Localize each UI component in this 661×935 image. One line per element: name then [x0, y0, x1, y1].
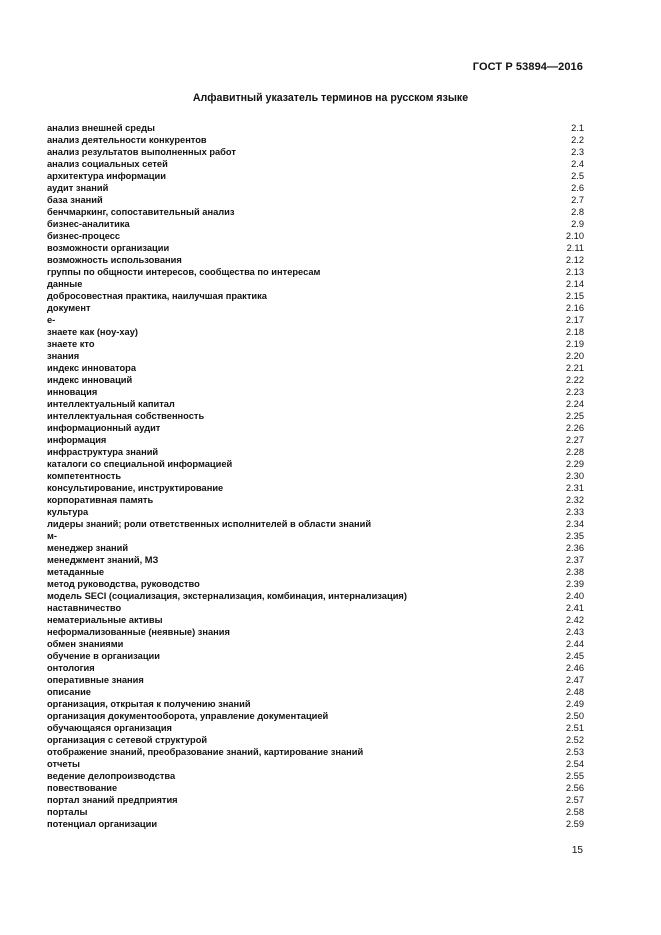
index-term-number: 2.32 — [565, 495, 584, 505]
index-term-number: 2.56 — [565, 783, 584, 793]
index-entry — [47, 398, 584, 410]
index-term: е- — [47, 315, 56, 325]
index-entry — [47, 818, 584, 830]
index-term: архитектура информации — [47, 171, 166, 181]
index-term-number: 2.2 — [571, 135, 584, 145]
index-term: менеджер знаний — [47, 543, 129, 553]
index-term: база знаний — [47, 195, 103, 205]
index-term: добросовестная практика, наилучшая практика — [47, 291, 267, 301]
index-entry — [47, 422, 584, 434]
index-term: бенчмаркинг, сопоставительный анализ — [47, 207, 235, 217]
index-term-number: 2.1 — [571, 123, 584, 133]
index-term: неформализованные (неявные) знания — [47, 627, 230, 637]
index-term-number: 2.8 — [571, 207, 584, 217]
index-term-number: 2.48 — [565, 687, 584, 697]
index-term-number: 2.6 — [571, 183, 584, 193]
index-entry — [47, 182, 584, 194]
index-term-number: 2.28 — [565, 447, 584, 457]
index-entry — [47, 158, 584, 170]
index-term-number: 2.12 — [565, 255, 584, 265]
index-term-number: 2.51 — [565, 723, 584, 733]
index-entry — [47, 734, 584, 746]
index-entry — [47, 254, 584, 266]
index-entry — [47, 350, 584, 362]
index-term: обучение в организации — [47, 651, 160, 661]
index-entry — [47, 518, 584, 530]
index-term: модель SECI (социализация, экстернализация, комбинация, интернализация) — [47, 591, 407, 601]
index-entry — [47, 302, 584, 314]
index-term: возможности организации — [47, 243, 170, 253]
index-term: корпоративная память — [47, 495, 154, 505]
index-term: менеджмент знаний, МЗ — [47, 555, 159, 565]
index-term-number: 2.21 — [565, 363, 584, 373]
index-entry — [47, 614, 584, 626]
index-entry — [47, 338, 584, 350]
index-entry — [47, 722, 584, 734]
index-term: организация с сетевой структурой — [47, 735, 208, 745]
index-entry — [47, 218, 584, 230]
index-term-number: 2.7 — [571, 195, 584, 205]
index-entry — [47, 134, 584, 146]
index-term: обмен знаниями — [47, 639, 124, 649]
index-term-number: 2.22 — [565, 375, 584, 385]
index-term-number: 2.33 — [565, 507, 584, 517]
index-term-number: 2.24 — [565, 399, 584, 409]
index-term-number: 2.34 — [565, 519, 584, 529]
index-term-number: 2.31 — [565, 483, 584, 493]
index-entry — [47, 290, 584, 302]
index-term-number: 2.11 — [566, 243, 584, 253]
index-entry — [47, 230, 584, 242]
index-term-number: 2.23 — [565, 387, 584, 397]
index-term: бизнес-аналитика — [47, 219, 130, 229]
index-entry — [47, 530, 584, 542]
index-term: организация документооборота, управление документацией — [47, 711, 329, 721]
index-term-number: 2.43 — [565, 627, 584, 637]
index-term: информация — [47, 435, 107, 445]
index-term: обучающаяся организация — [47, 723, 172, 733]
index-entry — [47, 266, 584, 278]
index-title: Алфавитный указатель терминов на русском языке — [192, 92, 469, 104]
index-term: интеллектуальный капитал — [47, 399, 175, 409]
index-term: онтология — [47, 663, 95, 673]
index-entry — [47, 602, 584, 614]
index-entry — [47, 782, 584, 794]
index-entry — [47, 194, 584, 206]
index-term: информационный аудит — [47, 423, 161, 433]
index-term: наставничество — [47, 603, 122, 613]
index-term: описание — [47, 687, 91, 697]
page-number: 15 — [571, 845, 583, 856]
index-entry — [47, 674, 584, 686]
index-term: метаданные — [47, 567, 105, 577]
index-entry — [47, 590, 584, 602]
index-term: знаете как (ноу-хау) — [47, 327, 138, 337]
index-term: группы по общности интересов, сообщества по интересам — [47, 267, 321, 277]
index-entry — [47, 242, 584, 254]
index-entry — [47, 386, 584, 398]
index-entry — [47, 410, 584, 422]
index-term: индекс инноватора — [47, 363, 137, 373]
index-entry — [47, 278, 584, 290]
index-term: данные — [47, 279, 83, 289]
index-entry — [47, 698, 584, 710]
index-term: каталоги со специальной информацией — [47, 459, 233, 469]
index-term-number: 2.44 — [565, 639, 584, 649]
index-entry — [47, 578, 584, 590]
index-term: организация, открытая к получению знаний — [47, 699, 251, 709]
index-entry — [47, 446, 584, 458]
index-term-number: 2.46 — [565, 663, 584, 673]
index-term-number: 2.58 — [565, 807, 584, 817]
index-term-number: 2.26 — [565, 423, 584, 433]
index-term: инновация — [47, 387, 98, 397]
index-term-number: 2.41 — [565, 603, 584, 613]
index-term: культура — [47, 507, 89, 517]
index-term: потенциал организации — [47, 819, 158, 829]
index-term: ведение делопроизводства — [47, 771, 176, 781]
index-term-number: 2.29 — [565, 459, 584, 469]
index-term: компетентность — [47, 471, 122, 481]
index-term: нематериальные активы — [47, 615, 163, 625]
index-entry — [47, 638, 584, 650]
index-entry — [47, 662, 584, 674]
index-entry — [47, 374, 584, 386]
index-term: порталы — [47, 807, 88, 817]
index-entry — [47, 542, 584, 554]
index-term: индекс инноваций — [47, 375, 133, 385]
index-term-number: 2.13 — [565, 267, 584, 277]
index-term: анализ деятельности конкурентов — [47, 135, 207, 145]
index-term-number: 2.40 — [565, 591, 584, 601]
index-entry — [47, 758, 584, 770]
index-term: знания — [47, 351, 80, 361]
index-term: аудит знаний — [47, 183, 109, 193]
index-term-number: 2.50 — [565, 711, 584, 721]
index-entry — [47, 554, 584, 566]
index-entry — [47, 458, 584, 470]
index-entry — [47, 626, 584, 638]
index-term-number: 2.57 — [565, 795, 584, 805]
index-term-number: 2.10 — [565, 231, 584, 241]
index-term-number: 2.55 — [565, 771, 584, 781]
term-index-list — [47, 122, 584, 830]
index-term-number: 2.14 — [565, 279, 584, 289]
index-entry — [47, 434, 584, 446]
index-term: анализ социальных сетей — [47, 159, 168, 169]
index-term-number: 2.18 — [565, 327, 584, 337]
index-term-number: 2.9 — [571, 219, 584, 229]
index-term: интеллектуальная собственность — [47, 411, 205, 421]
index-entry — [47, 314, 584, 326]
index-term-number: 2.19 — [565, 339, 584, 349]
index-entry — [47, 494, 584, 506]
index-term: портал знаний предприятия — [47, 795, 178, 805]
index-term-number: 2.53 — [565, 747, 584, 757]
index-term-number: 2.42 — [565, 615, 584, 625]
index-entry — [47, 686, 584, 698]
index-entry — [47, 122, 584, 134]
index-term: анализ результатов выполненных работ — [47, 147, 236, 157]
index-entry — [47, 746, 584, 758]
index-term: отображение знаний, преобразование знаний, картирование знаний — [47, 747, 364, 757]
index-term-number: 2.36 — [565, 543, 584, 553]
index-term-number: 2.30 — [565, 471, 584, 481]
index-term: бизнес-процесс — [47, 231, 121, 241]
index-term: метод руководства, руководство — [47, 579, 200, 589]
index-term-number: 2.39 — [565, 579, 584, 589]
index-entry — [47, 362, 584, 374]
index-entry — [47, 146, 584, 158]
index-entry — [47, 710, 584, 722]
index-term-number: 2.45 — [565, 651, 584, 661]
index-term-number: 2.27 — [565, 435, 584, 445]
index-term: возможность использования — [47, 255, 182, 265]
index-term-number: 2.54 — [565, 759, 584, 769]
index-term-number: 2.15 — [565, 291, 584, 301]
index-term-number: 2.20 — [565, 351, 584, 361]
index-term-number: 2.38 — [565, 567, 584, 577]
index-term-number: 2.59 — [565, 819, 584, 829]
index-term: оперативные знания — [47, 675, 144, 685]
index-entry — [47, 770, 584, 782]
index-term: анализ внешней среды — [47, 123, 155, 133]
index-term-number: 2.49 — [565, 699, 584, 709]
index-entry — [47, 470, 584, 482]
document-code: ГОСТ Р 53894—2016 — [472, 61, 583, 73]
index-term-number: 2.16 — [565, 303, 584, 313]
index-term: отчеты — [47, 759, 80, 769]
index-term: консультирование, инструктирование — [47, 483, 224, 493]
index-entry — [47, 482, 584, 494]
index-entry — [47, 170, 584, 182]
index-entry — [47, 206, 584, 218]
index-term: документ — [47, 303, 91, 313]
index-term-number: 2.52 — [565, 735, 584, 745]
index-entry — [47, 806, 584, 818]
index-entry — [47, 650, 584, 662]
index-term-number: 2.5 — [571, 171, 584, 181]
index-term: инфраструктура знаний — [47, 447, 159, 457]
index-entry — [47, 794, 584, 806]
index-entry — [47, 326, 584, 338]
index-term-number: 2.37 — [565, 555, 584, 565]
index-term-number: 2.4 — [571, 159, 584, 169]
index-term-number: 2.17 — [565, 315, 584, 325]
index-term-number: 2.35 — [565, 531, 584, 541]
index-term-number: 2.25 — [565, 411, 584, 421]
index-term-number: 2.3 — [571, 147, 584, 157]
index-term: м- — [47, 531, 57, 541]
index-term: повествование — [47, 783, 118, 793]
index-term: знаете кто — [47, 339, 95, 349]
index-entry — [47, 506, 584, 518]
index-entry — [47, 566, 584, 578]
index-term: лидеры знаний; роли ответственных исполнителей в области знаний — [47, 519, 372, 529]
index-term-number: 2.47 — [565, 675, 584, 685]
